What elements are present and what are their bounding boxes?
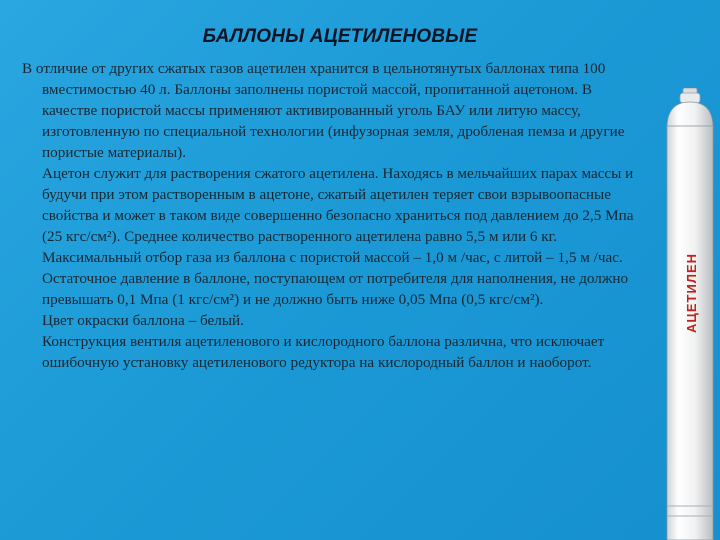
acetylene-cylinder-image bbox=[657, 88, 719, 540]
paragraph-color: Цвет окраски баллона – белый. bbox=[42, 312, 244, 329]
cylinder-label: АЦЕТИЛЕН bbox=[684, 252, 699, 334]
paragraph-flow-rate: Максимальный отбор газа из баллона с пористой массой – 1,0 м /час, с литой – 1,5 м /час. Остаточное давление в баллоне, поступающем от потребителя для наполнения, не должно превышать 0,1 Мпа (1 кгс/см²) и не должно быть ниже 0,05 Мпа (0,5 кгс/см²). bbox=[42, 249, 629, 308]
slide-title: БАЛЛОНЫ АЦЕТИЛЕНОВЫЕ bbox=[202, 26, 478, 47]
slide-body bbox=[22, 58, 650, 373]
paragraph-valve: Конструкция вентиля ацетиленового и кислородного баллона различна, что исключает ошибочную установку ацетиленового редуктора на кислородный баллон и наоборот. bbox=[42, 333, 605, 371]
paragraph-acetone: Ацетон служит для растворения сжатого ацетилена. Находясь в мельчайших парах массы и будучи при этом растворенным в ацетоне, сжатый ацетилен теряет свои взрывоопасные свойства и может в таком виде совершенно безопасно храниться под давлением до 2,5 Мпа (25 кгс/см²). Среднее количество растворенного ацетилена равно 5,5 м или 6 кг. bbox=[42, 165, 634, 245]
paragraph-storage: В отличие от других сжатых газов ацетилен хранится в цельнотянутых баллонах типа 100 вместимостью 40 л. Баллоны заполнены пористой массой, пропитанной ацетоном. В качестве пористой массы применяют активированный уголь БАУ или литую массу, изготовленную по специальной технологии (инфузорная земля, дробленая пемза и другие пористые материалы). bbox=[22, 60, 625, 161]
